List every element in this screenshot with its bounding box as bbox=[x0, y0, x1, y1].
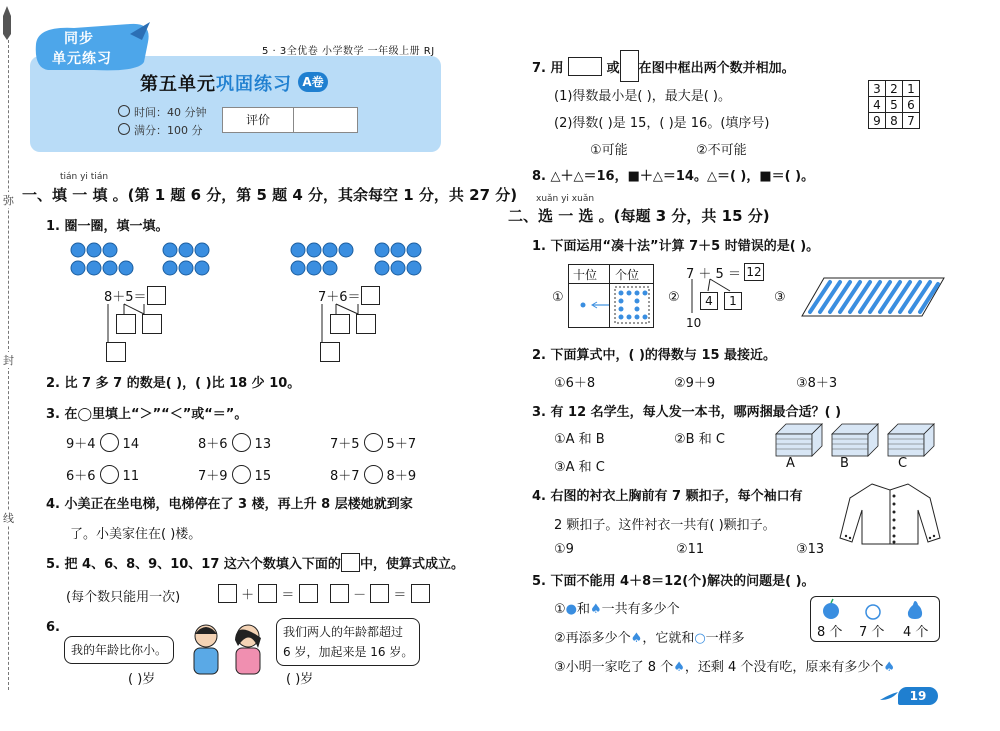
compare-circle[interactable] bbox=[364, 465, 383, 484]
bubble-line: 我们两人的年龄都超过 bbox=[283, 625, 404, 639]
q5-equation-2: － ＝ bbox=[330, 584, 430, 603]
compare-right: 14 bbox=[122, 437, 140, 452]
answer-box[interactable] bbox=[258, 584, 277, 603]
grid-cell[interactable]: 3 bbox=[869, 81, 886, 97]
equation-text: 7＋6＝ bbox=[318, 290, 361, 305]
grid-cell[interactable]: 6 bbox=[903, 97, 920, 113]
option-text: ，还剩 4 个没有吃，原来有多少个 bbox=[684, 660, 884, 675]
q7-option-1: ①可能 bbox=[590, 143, 628, 158]
compare-item bbox=[198, 433, 271, 452]
option-text: ① bbox=[554, 602, 566, 617]
choice-question-1: 1. 下面运用“凑十法”计算 7＋5 时错误的是( )。 bbox=[532, 239, 820, 254]
option-text: 和 bbox=[577, 602, 591, 617]
evaluation-label: 评价 bbox=[223, 108, 294, 132]
compare-right: 11 bbox=[122, 469, 140, 484]
swoosh-icon bbox=[880, 692, 898, 702]
question-5-note: (每个数只能用一次) bbox=[66, 590, 181, 605]
q5-equation-1: ＋ ＝ bbox=[218, 584, 318, 603]
tens-label: 十位 bbox=[573, 268, 598, 282]
question-3: 3. 在◯里填上“＞”“＜”或“＝”。 bbox=[46, 407, 248, 422]
binding-char: 封 bbox=[3, 354, 14, 367]
grid-cell[interactable]: 5 bbox=[886, 97, 903, 113]
compare-left: 7＋9 bbox=[198, 469, 228, 484]
bundle-label: B bbox=[840, 456, 849, 471]
choice-option[interactable]: ②11 bbox=[676, 542, 705, 557]
compare-right: 5＋7 bbox=[386, 437, 417, 452]
number-grid bbox=[868, 80, 920, 129]
badge-line1: 同步 bbox=[64, 31, 94, 47]
compare-left: 9＋4 bbox=[66, 437, 96, 452]
section-pinyin: tián yi tián bbox=[60, 172, 109, 182]
evaluation-box[interactable] bbox=[222, 107, 358, 133]
option-text: ，它就和 bbox=[642, 631, 695, 646]
grid-cell[interactable]: 7 bbox=[903, 113, 920, 129]
q7-text: 或 bbox=[606, 61, 620, 76]
answer-box[interactable] bbox=[330, 584, 349, 603]
bubble-line: 6 岁，加起来是 16 岁。 bbox=[283, 645, 414, 659]
choice-option[interactable] bbox=[554, 627, 745, 646]
answer-box[interactable] bbox=[330, 314, 350, 334]
title-highlight: 巩固练习 bbox=[216, 74, 292, 95]
fruit-icons bbox=[811, 599, 939, 621]
section-pinyin: xuǎn yi xuǎn bbox=[536, 194, 595, 204]
grid-cell[interactable]: 9 bbox=[869, 113, 886, 129]
bundle-label: C bbox=[898, 456, 908, 471]
compare-right: 15 bbox=[254, 469, 272, 484]
vertical-frame-icon bbox=[620, 50, 639, 82]
horizontal-frame-icon bbox=[568, 57, 602, 76]
children-illustration bbox=[186, 622, 276, 678]
answer-box[interactable] bbox=[218, 584, 237, 603]
check-icon bbox=[118, 123, 130, 135]
answer-box[interactable] bbox=[411, 584, 430, 603]
compare-right: 13 bbox=[254, 437, 272, 452]
grid-row bbox=[869, 97, 920, 113]
option-label: ① bbox=[552, 290, 564, 305]
grid-row bbox=[869, 113, 920, 129]
clock-icon bbox=[118, 105, 130, 117]
compare-circle[interactable] bbox=[232, 465, 251, 484]
answer-box[interactable] bbox=[299, 584, 318, 603]
answer-box-sample bbox=[341, 553, 360, 572]
compare-item bbox=[66, 465, 139, 484]
choice-option[interactable]: ②B 和 C bbox=[674, 432, 725, 447]
title-part: 第五单元 bbox=[140, 74, 216, 95]
equation-text: 7 ＋ 5 ＝ bbox=[686, 267, 741, 282]
fruit-count-box bbox=[810, 596, 940, 642]
choice-option[interactable]: ③8＋3 bbox=[796, 376, 838, 391]
choice-option[interactable] bbox=[554, 656, 895, 675]
option-label: ② bbox=[668, 290, 680, 305]
question-6: 6. bbox=[46, 620, 60, 635]
compare-item bbox=[330, 433, 416, 452]
question-4-line2: 了。小美家住在( )楼。 bbox=[70, 527, 202, 542]
question-7 bbox=[532, 50, 795, 82]
question-2: 2. 比 7 多 7 的数是( )，( )比 18 少 10。 bbox=[46, 376, 301, 391]
question-1: 1. 圈一圈，填一填。 bbox=[46, 219, 169, 234]
rocket-icon bbox=[2, 6, 12, 40]
option2-result: 12 bbox=[744, 263, 764, 281]
compare-circle[interactable] bbox=[364, 433, 383, 452]
option-text: ③小明一家吃了 8 个 bbox=[554, 660, 674, 675]
grid-cell[interactable]: 8 bbox=[886, 113, 903, 129]
answer-box[interactable] bbox=[142, 314, 162, 334]
full-score bbox=[118, 122, 203, 138]
q5-text: 中，使算式成立。 bbox=[359, 557, 464, 572]
answer-box[interactable] bbox=[106, 342, 126, 362]
speech-bubble-boy: 我的年龄比你小。 bbox=[64, 636, 174, 664]
pear-icon: ♠ bbox=[630, 631, 643, 646]
apple-icon: ● bbox=[565, 602, 577, 617]
choice-option[interactable] bbox=[554, 598, 680, 617]
time-text: 时间：40 分钟 bbox=[134, 106, 207, 119]
answer-box[interactable] bbox=[320, 342, 340, 362]
shirt-icon bbox=[838, 480, 942, 546]
choice-option[interactable]: ③13 bbox=[796, 542, 825, 557]
split-box: 1 bbox=[724, 292, 742, 310]
question-4-line1: 4. 小美正在坐电梯，电梯停在了 3 楼，再上升 8 层楼她就到家 bbox=[46, 497, 413, 512]
split-result: 10 bbox=[686, 316, 702, 330]
fruit-illustration bbox=[70, 240, 400, 280]
section-heading: 一、填 一 填 。(第 1 题 6 分，第 5 题 4 分，其余每空 1 分，共 27 分) bbox=[22, 186, 518, 204]
ones-label: 个位 bbox=[615, 268, 640, 282]
fruit-count: 4 个 bbox=[903, 625, 929, 640]
compare-left: 7＋5 bbox=[330, 437, 360, 452]
compare-circle[interactable] bbox=[100, 433, 119, 452]
choice-question-5: 5. 下面不能用 4＋8＝12(个)解决的问题是( )。 bbox=[532, 574, 815, 589]
equation-text: 8＋5＝ bbox=[104, 290, 147, 305]
choice-option[interactable]: ①9 bbox=[554, 542, 574, 557]
place-value-chart bbox=[568, 264, 654, 328]
q7-text: 在图中框出两个数并相加。 bbox=[638, 61, 795, 76]
choice-question-4: 4. 右图的衬衣上胸前有 7 颗扣子，每个袖口有 bbox=[532, 489, 803, 504]
question-8: 8. △＋△＝16，■＋△＝14。△＝( )，■＝( )。 bbox=[532, 169, 815, 184]
peach-icon: ○ bbox=[694, 631, 706, 646]
paper-version-badge: A卷 bbox=[298, 72, 328, 92]
bundle-label: A bbox=[786, 456, 795, 471]
option-text: 一共有多少个 bbox=[601, 602, 680, 617]
section-heading: 二、选 一 选 。(每题 3 分，共 15 分) bbox=[508, 207, 770, 225]
choice-option[interactable]: ①6＋8 bbox=[554, 376, 596, 391]
option-text: ②再添多少个 bbox=[554, 631, 631, 646]
option-text: 一样多 bbox=[705, 631, 745, 646]
question-5 bbox=[46, 553, 464, 572]
compare-left: 8＋7 bbox=[330, 469, 360, 484]
answer-age-boy: ( )岁 bbox=[128, 672, 156, 687]
choice-option[interactable]: ③A 和 C bbox=[554, 460, 605, 475]
choice-question-3: 3. 有 12 名学生，每人发一本书，哪两捆最合适？( ) bbox=[532, 405, 842, 420]
compare-item bbox=[66, 433, 139, 452]
answer-age-girl: ( )岁 bbox=[286, 672, 314, 687]
q5-text: 5. 把 4、6、8、9、10、17 这六个数填入下面的 bbox=[46, 557, 341, 572]
speech-bubble-girl bbox=[276, 618, 420, 666]
grid-cell[interactable]: 1 bbox=[903, 81, 920, 97]
badge-line2: 单元练习 bbox=[52, 51, 112, 67]
sticks-illustration bbox=[792, 276, 944, 318]
q7-part1: (1)得数最小是( )，最大是( )。 bbox=[554, 89, 731, 104]
compare-circle[interactable] bbox=[232, 433, 251, 452]
compare-right: 8＋9 bbox=[386, 469, 417, 484]
choice-option[interactable]: ①A 和 B bbox=[554, 432, 605, 447]
compare-left: 8＋6 bbox=[198, 437, 228, 452]
binding-char: 弥 bbox=[3, 194, 14, 207]
page-title bbox=[140, 70, 292, 96]
q7-option-2: ②不可能 bbox=[696, 143, 747, 158]
answer-box[interactable] bbox=[370, 584, 389, 603]
compare-item bbox=[330, 465, 416, 484]
choice-question-2: 2. 下面算式中，( )的得数与 15 最接近。 bbox=[532, 348, 777, 363]
pear-icon: ♠ bbox=[673, 660, 685, 675]
choice-question-4-line2: 2 颗扣子。这件衬衣一共有( )颗扣子。 bbox=[554, 518, 776, 533]
split-box: 4 bbox=[700, 292, 718, 310]
q7-part2: (2)得数( )是 15，( )是 16。(填序号) bbox=[554, 116, 770, 131]
answer-box[interactable] bbox=[356, 314, 376, 334]
fruit-count: 7 个 bbox=[859, 625, 885, 640]
binding-char: 线 bbox=[3, 512, 14, 525]
series-tagline: 5 · 3全优卷 小学数学 一年级上册 RJ bbox=[262, 46, 435, 57]
compare-left: 6＋6 bbox=[66, 469, 96, 484]
choice-option[interactable]: ②9＋9 bbox=[674, 376, 716, 391]
pear-icon: ♠ bbox=[590, 602, 602, 617]
fruit-count: 8 个 bbox=[817, 625, 843, 640]
grid-cell[interactable]: 2 bbox=[886, 81, 903, 97]
page-number: 19 bbox=[898, 687, 938, 705]
q7-text: 7. 用 bbox=[532, 61, 564, 76]
answer-box[interactable] bbox=[116, 314, 136, 334]
counters bbox=[569, 283, 653, 327]
book-bundles bbox=[774, 420, 944, 458]
option-label: ③ bbox=[774, 290, 786, 305]
grid-cell[interactable]: 4 bbox=[869, 97, 886, 113]
compare-item bbox=[198, 465, 271, 484]
grid-row bbox=[869, 81, 920, 97]
pear-icon: ♠ bbox=[883, 660, 896, 675]
score-text: 满分：100 分 bbox=[134, 124, 203, 137]
compare-circle[interactable] bbox=[100, 465, 119, 484]
time-limit bbox=[118, 104, 207, 120]
